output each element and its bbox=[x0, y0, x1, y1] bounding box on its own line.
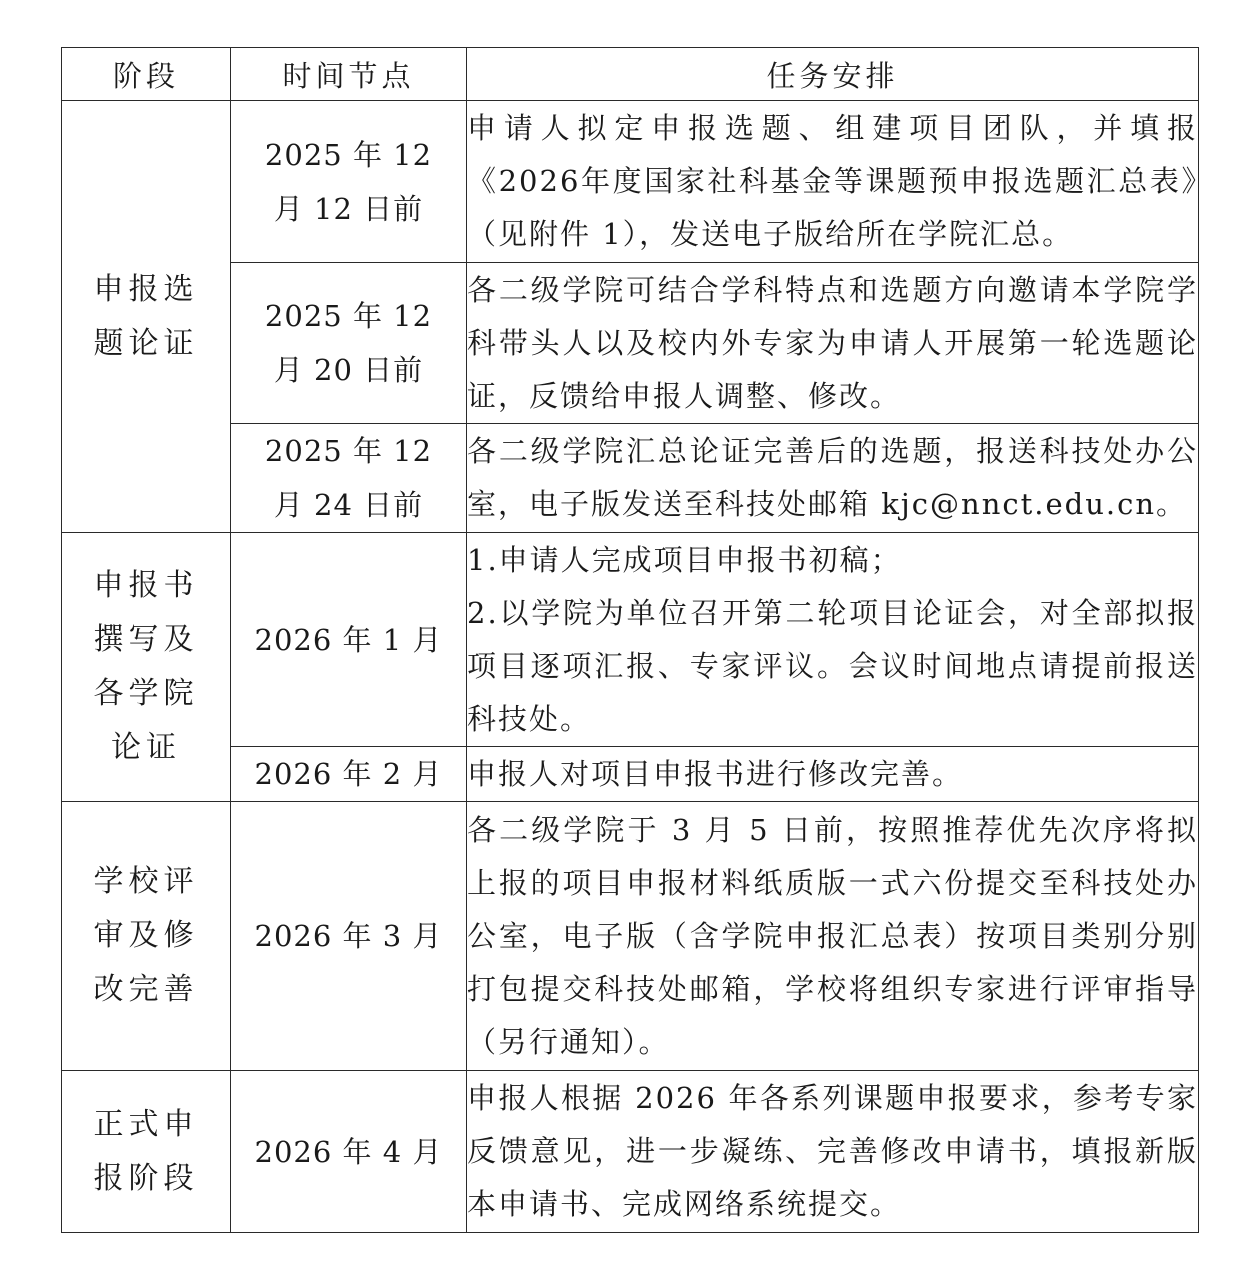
stage-label: 申报选题论证 bbox=[93, 271, 199, 361]
date-label: 2025 年 12 月 12 日前 bbox=[264, 137, 433, 226]
header-tasks: 任务安排 bbox=[467, 48, 1199, 101]
date-cell bbox=[231, 802, 467, 1071]
table-row bbox=[62, 424, 1199, 533]
date-cell bbox=[231, 424, 467, 533]
table-row bbox=[62, 747, 1199, 802]
task-cell bbox=[467, 1071, 1199, 1233]
date-label: 2025 年 12 月 24 日前 bbox=[264, 434, 433, 522]
task-text: 申报人根据 2026 年各系列课题申报要求，参考专家反馈意见，进一步凝练、完善修改申请书，填报新版本申请书、完成网络系统提交。 bbox=[467, 1081, 1198, 1221]
task-item: 1.申请人完成项目申报书初稿； bbox=[467, 542, 902, 577]
task-item: 2.以学院为单位召开第二轮项目论证会，对全部拟报项目逐项汇报、专家评议。会议时间地点请提前报送科技处。 bbox=[467, 595, 1198, 736]
table-row bbox=[62, 101, 1199, 263]
table-row bbox=[62, 1071, 1199, 1233]
task-text: 申报人对项目申报书进行修改完善。 bbox=[467, 756, 964, 791]
task-cell bbox=[467, 747, 1199, 802]
date-label: 2026 年 1 月 bbox=[254, 622, 443, 657]
task-text: 申请人拟定申报选题、组建项目团队，并填报《2026年度国家社科基金等课题预申报选题汇总表》（见附件 1），发送电子版给所在学院汇总。 bbox=[467, 111, 1198, 251]
date-cell bbox=[231, 747, 467, 802]
header-time: 时间节点 bbox=[231, 48, 467, 101]
table-row bbox=[62, 533, 1199, 747]
date-label: 2026 年 4 月 bbox=[254, 1134, 443, 1169]
stage-cell bbox=[62, 1071, 231, 1233]
stage-cell bbox=[62, 101, 231, 533]
task-cell bbox=[467, 533, 1199, 747]
date-label: 2026 年 3 月 bbox=[254, 919, 443, 953]
table-row bbox=[62, 263, 1199, 424]
stage-cell bbox=[62, 802, 231, 1071]
header-stage: 阶段 bbox=[62, 48, 231, 101]
stage-label: 学校评审及修改完善 bbox=[93, 864, 199, 1007]
table-row bbox=[62, 802, 1199, 1071]
stage-label: 申报书撰写及各学院论证 bbox=[93, 568, 199, 765]
task-text: 各二级学院可结合学科特点和选题方向邀请本学院学科带头人以及校内外专家为申请人开展第一轮选题论证，反馈给申报人调整、修改。 bbox=[467, 272, 1198, 413]
task-text: 各二级学院于 3 月 5 日前，按照推荐优先次序将拟上报的项目申报材料纸质版一式六份提交至科技处办公室，电子版（含学院申报汇总表）按项目类别分别打包提交科技处邮箱，学校将组织专家进行评审指导（另行通知）。 bbox=[467, 812, 1198, 1059]
task-cell bbox=[467, 263, 1199, 424]
task-text: 各二级学院汇总论证完善后的选题，报送科技处办公室，电子版发送至科技处邮箱 kjc@nnct.edu.cn。 bbox=[467, 434, 1198, 521]
schedule-table bbox=[61, 47, 1199, 1233]
date-cell bbox=[231, 533, 467, 747]
date-label: 2026 年 2 月 bbox=[254, 757, 443, 791]
date-cell bbox=[231, 1071, 467, 1233]
date-label: 2025 年 12 月 20 日前 bbox=[264, 299, 433, 387]
task-cell bbox=[467, 424, 1199, 533]
task-cell bbox=[467, 802, 1199, 1071]
task-cell bbox=[467, 101, 1199, 263]
header-row bbox=[62, 48, 1199, 101]
stage-label: 正式申报阶段 bbox=[93, 1106, 199, 1196]
date-cell bbox=[231, 263, 467, 424]
stage-cell bbox=[62, 533, 231, 802]
date-cell bbox=[231, 101, 467, 263]
